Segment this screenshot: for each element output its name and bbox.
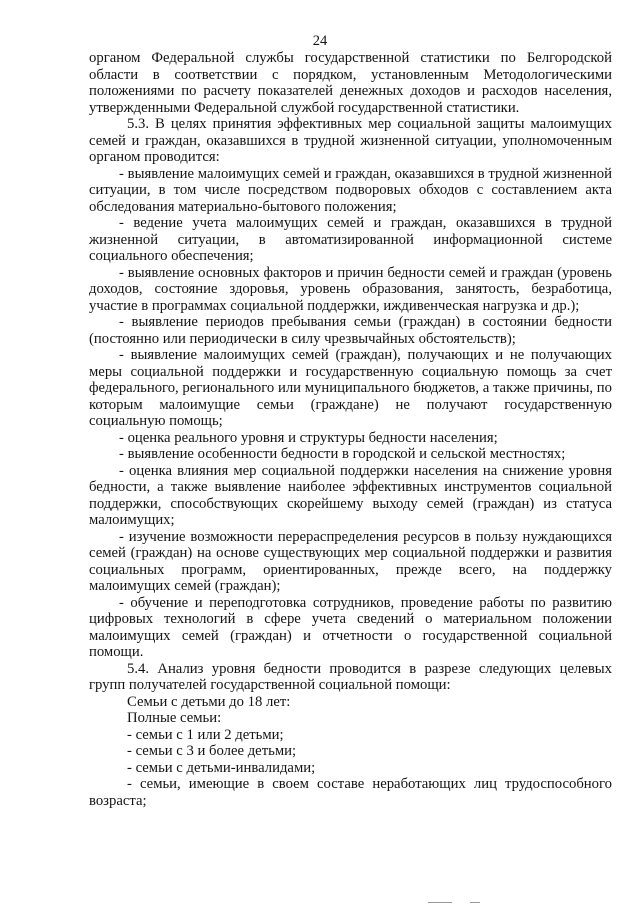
- list-item-disabled-children: - семьи с детьми-инвалидами;: [127, 759, 316, 776]
- list-item-poverty-periods: - выявление периодов пребывания семьи (граждан) в состоянии бедности (постоянно или периодически в силу чрезвычайных обстоятельств);: [89, 314, 612, 347]
- list-item-support-recipients: - выявление малоимущих семей (граждан), получающих и не получающих меры социальной поддержки и государственную социальную помощь за счет федерального, регионального или муниципального бюджетов, а также причины, по которым малоимущие семьи (граждане) не получают государственную социальную помощь;: [89, 347, 612, 429]
- list-item-identification: - выявление малоимущих семей и граждан, оказавшихся в трудной жизненной ситуации, в том числе посредством подворовых обходов с составлением акта обследования материально-бытового положения;: [89, 165, 612, 215]
- list-item-urban-rural: - выявление особенности бедности в городской и сельской местностях;: [119, 446, 566, 462]
- group-heading-full-families: Полные семьи:: [127, 710, 222, 726]
- paragraph-continuation: органом Федеральной службы государственной статистики по Белгородской области в соответствии с порядком, установленным Методологическими положениями по расчету показателей денежных доходов и расходов населения, утвержденными Федеральной службой государственной статистики.: [89, 50, 612, 116]
- list-item-poverty-factors: - выявление основных факторов и причин бедности семей и граждан (уровень доходов, состояние здоровья, уровень образования, занятость, безработица, участие в программах социальной поддержки, иждивенческая нагрузка и др.);: [89, 264, 612, 314]
- scan-artifact-mark: [470, 902, 480, 903]
- group-heading-families-with-children: Семьи с детьми до 18 лет:: [127, 693, 291, 710]
- body-text: [89, 50, 612, 809]
- scan-artifact-mark: [428, 902, 452, 903]
- paragraph-5-3-intro: 5.3. В целях принятия эффективных мер социальной защиты малоимущих семей и граждан, оказавшихся в трудной жизненной ситуации, уполномоченным органом проводится:: [89, 116, 612, 165]
- page-number: 24: [312, 33, 328, 49]
- list-item-resource-redistribution: - изучение возможности перераспределения ресурсов в пользу нуждающихся семей (граждан) на основе существующих мер социальной поддержки и развития социальных программ, ориентированных, прежде всего, на поддержку малоимущих семей (граждан);: [89, 528, 612, 594]
- list-item-staff-training: - обучение и переподготовка сотрудников, проведение работы по развитию цифровых технологий в сфере учета сведений о материальном положении малоимущих семей (граждан) и отчетности о государственной социальной помощи.: [89, 594, 612, 660]
- list-item-support-impact: - оценка влияния мер социальной поддержки населения на снижение уровня бедности, а также выявление наиболее эффективных инструментов социальной поддержки, способствующих скорейшему выходу семей (граждан) из статуса малоимущих;: [89, 462, 612, 528]
- list-item-one-or-two-children: - семьи с 1 или 2 детьми;: [127, 726, 284, 743]
- list-item-poverty-level: - оценка реального уровня и структуры бедности населения;: [119, 429, 498, 446]
- list-item-registry: - ведение учета малоимущих семей и граждан, оказавшихся в трудной жизненной ситуации, в автоматизированной информационной системе социального обеспечения;: [89, 215, 612, 264]
- list-item-three-or-more-children: - семьи с 3 и более детьми;: [127, 743, 297, 759]
- paragraph-5-4-intro: 5.4. Анализ уровня бедности проводится в разрезе следующих целевых групп получателей государственной социальной помощи:: [89, 660, 612, 693]
- list-item-unemployed-members: - семьи, имеющие в своем составе неработающих лиц трудоспособного возраста;: [89, 776, 612, 809]
